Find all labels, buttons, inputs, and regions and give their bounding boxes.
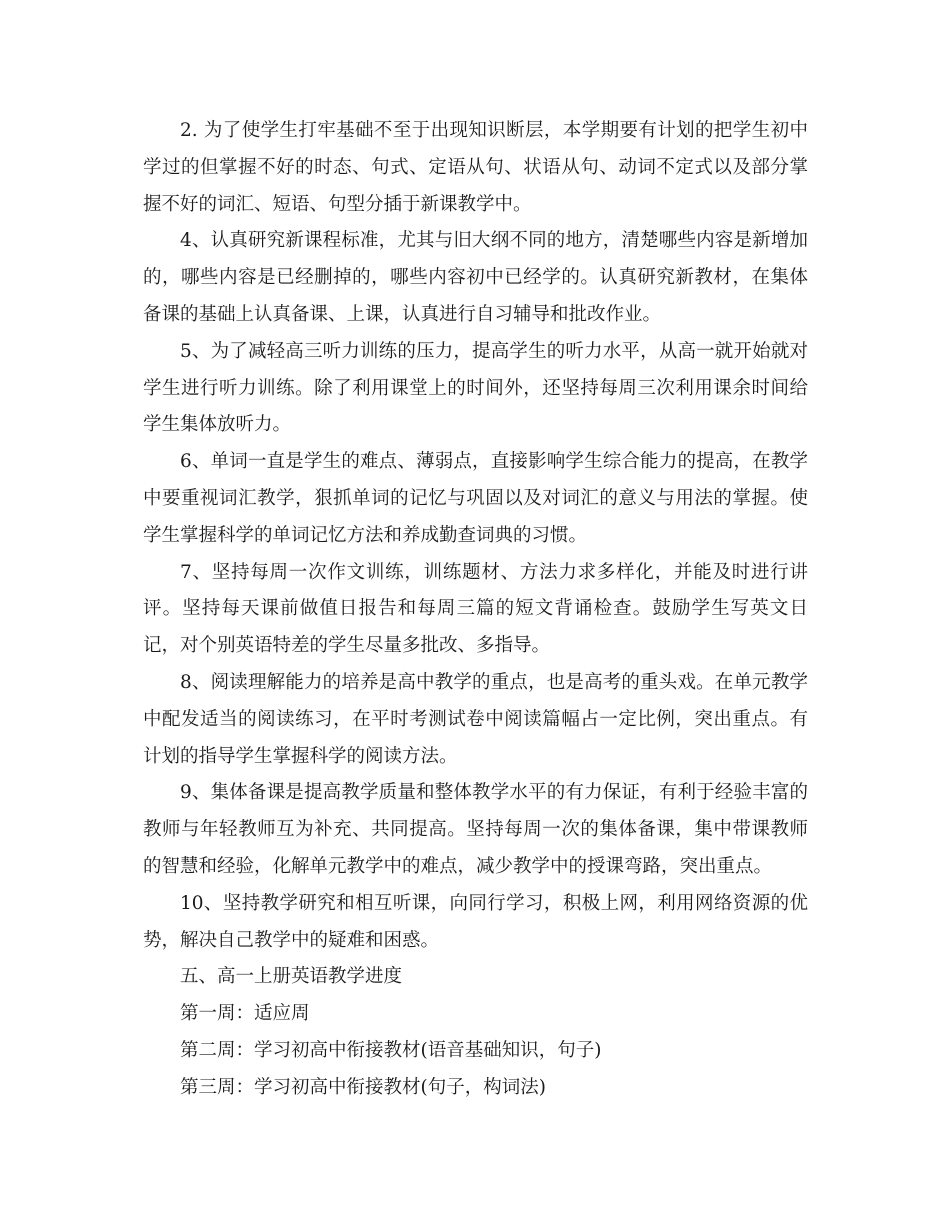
paragraph-item-2: 2. 为了使学生打牢基础不至于出现知识断层，本学期要有计划的把学生初中学过的但掌握不好的时态、句式、定语从句、状语从句、动词不定式以及部分掌握不好的词汇、短语、句型分插于新课教学中。 [143,120,808,215]
schedule-week-3: 第三周：学习初高中衔接教材(句子，构词法) [180,1076,546,1098]
paragraph-item-9: 9、集体备课是提高教学质量和整体教学水平的有力保证，有利于经验丰富的教师与年轻教师互为补充、共同提高。坚持每周一次的集体备课，集中带课教师的智慧和经验，化解单元教学中的难点，减少教学中的授课弯路，突出重点。 [143,782,808,877]
paragraph-item-7: 7、坚持每周一次作文训练，训练题材、方法力求多样化，并能及时进行讲评。坚持每天课前做值日报告和每周三篇的短文背诵检查。鼓励学生写英文日记，对个别英语特差的学生尽量多批改、多指导。 [143,561,808,657]
paragraph-item-8: 8、阅读理解能力的培养是高中教学的重点，也是高考的重头戏。在单元教学中配发适当的阅读练习，在平时考测试卷中阅读篇幅占一定比例，突出重点。有计划的指导学生掌握科学的阅读方法。 [143,671,808,767]
schedule-week-2: 第二周：学习初高中衔接教材(语音基础知识，句子) [180,1039,602,1061]
paragraph-item-6: 6、单词一直是学生的难点、薄弱点，直接影响学生综合能力的提高，在教学中要重视词汇教学，狠抓单词的记忆与巩固以及对词汇的意义与用法的掌握。使学生掌握科学的单词记忆方法和养成勤查词典的习惯。 [143,451,808,546]
paragraph-item-5: 5、为了减轻高三听力训练的压力，提高学生的听力水平，从高一就开始就对学生进行听力训练。除了利用课堂上的时间外，还坚持每周三次利用课余时间给学生集体放听力。 [143,340,808,436]
section-heading: 五、高一上册英语教学进度 [180,966,403,988]
paragraph-item-10: 10、坚持教学研究和相互听课，向同行学习，积极上网，利用网络资源的优势，解决自己教学中的疑难和困惑。 [143,892,808,951]
paragraph-item-4: 4、认真研究新课程标准，尤其与旧大纲不同的地方，清楚哪些内容是新增加的，哪些内容是已经删掉的，哪些内容初中已经学的。认真研究新教材，在集体备课的基础上认真备课、上课，认真进行自习辅导和批改作业。 [143,230,808,325]
document-body [143,113,808,1107]
schedule-week-1: 第一周：适应周 [180,1003,310,1025]
